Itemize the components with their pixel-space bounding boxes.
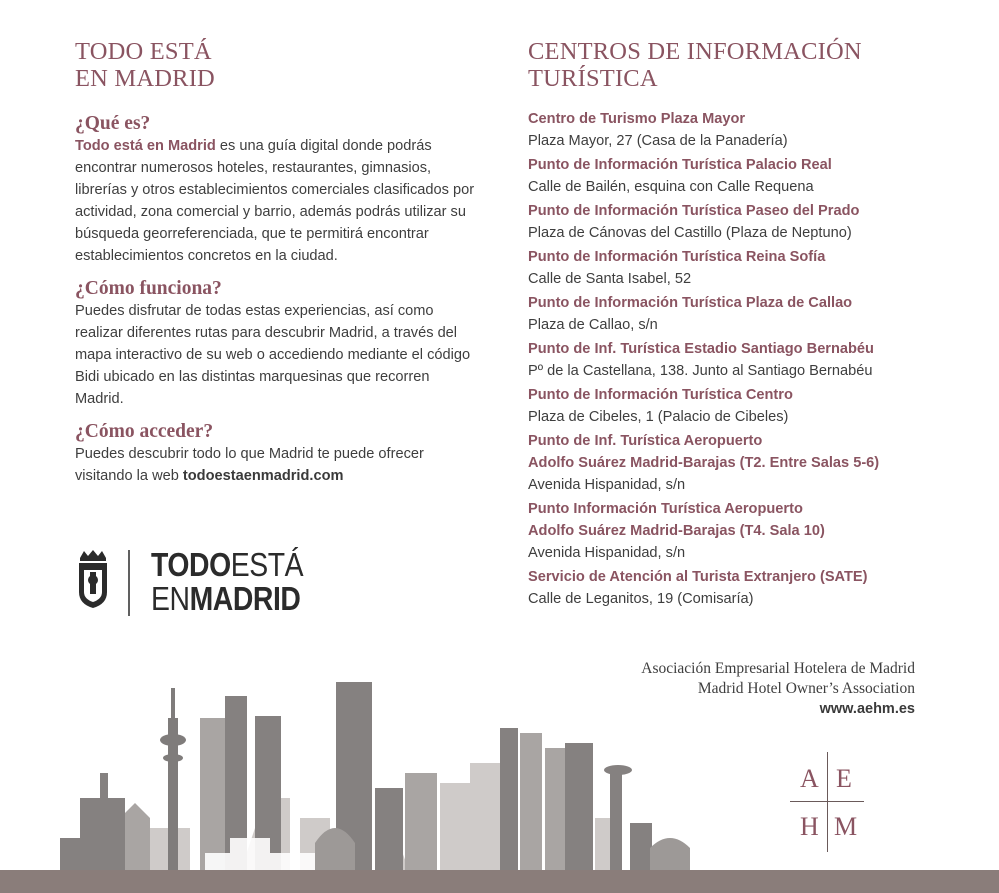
access-text: Puedes descubrir todo lo que Madrid te puede ofrecer visitando la web: [75, 446, 424, 484]
center-name: Punto de Información Turística Plaza de Callao: [528, 295, 853, 311]
how-heading: ¿Cómo funciona?: [75, 278, 222, 299]
center-name: Punto de Inf. Turística Estadio Santiago Bernabéu: [528, 341, 874, 357]
logo-esta: ESTÁ: [230, 546, 304, 583]
center-name: Punto de Información Turística Palacio Real: [528, 157, 832, 173]
association-website[interactable]: www.aehm.es: [819, 701, 915, 717]
center-name: Servicio de Atención al Turista Extranjero (SATE): [528, 569, 868, 585]
center-item: [528, 292, 988, 336]
center-item: [528, 108, 988, 152]
logo-divider-vertical: [827, 752, 828, 852]
center-address: Avenida Hispanidad, s/n: [528, 477, 686, 493]
what-text: es una guía digital donde podrás encontrar numerosos hoteles, restaurantes, gimnasios, librerías y otros establecimientos comerciales clasificados por actividad, zona comercial y barrio, además podrás utilizar su búsqueda georreferenciada, que te permitirá encontrar establecimientos concretos en la ciudad.: [75, 138, 475, 264]
left-column: [75, 38, 475, 487]
center-name: Centro de Turismo Plaza Mayor: [528, 111, 746, 127]
association-name-en: Madrid Hotel Owner’s Association: [697, 680, 915, 697]
access-paragraph: [75, 443, 475, 487]
center-name: Punto de Inf. Turística Aeropuerto: [528, 433, 763, 449]
center-name: Punto Información Turística Aeropuerto: [528, 501, 803, 517]
bottom-bar: [0, 870, 999, 893]
left-title-line1: TODO ESTÁ: [75, 38, 212, 65]
logo-madrid: MADRID: [189, 580, 301, 617]
centers-list: [528, 108, 988, 610]
right-title-line1: CENTROS DE INFORMACIÓN: [528, 38, 862, 65]
logo-letter-a: A: [800, 764, 819, 793]
center-item: [528, 384, 988, 428]
center-item: [528, 154, 988, 198]
center-name: Punto de Información Turística Reina Sofía: [528, 249, 826, 265]
right-column: [528, 38, 988, 612]
logo-todo: TODO: [151, 546, 231, 583]
logo-wordmark: [151, 548, 303, 616]
center-address: Avenida Hispanidad, s/n: [528, 545, 686, 561]
access-link[interactable]: todoestaenmadrid.com: [182, 468, 344, 484]
association-name-es: Asociación Empresarial Hotelera de Madrid: [641, 660, 915, 677]
what-paragraph: [75, 135, 475, 267]
todo-esta-logo: [75, 548, 315, 618]
center-name: Punto de Información Turística Paseo del Prado: [528, 203, 860, 219]
center-address: Plaza de Cibeles, 1 (Palacio de Cibeles): [528, 409, 789, 425]
what-heading: ¿Qué es?: [75, 113, 151, 134]
right-title-line2: TURÍSTICA: [528, 65, 658, 92]
center-address: Plaza de Callao, s/n: [528, 317, 658, 333]
center-item: [528, 246, 988, 290]
center-address: Plaza Mayor, 27 (Casa de la Panadería): [528, 133, 788, 149]
center-address: Calle de Bailén, esquina con Calle Requena: [528, 179, 814, 195]
what-bold: Todo está en Madrid: [75, 138, 216, 154]
access-heading: ¿Cómo acceder?: [75, 421, 214, 442]
center-item: [528, 566, 988, 610]
logo-letter-e: E: [836, 764, 852, 793]
left-title-line2: EN MADRID: [75, 65, 215, 92]
logo-divider-horizontal: [790, 801, 864, 802]
center-item: [528, 498, 988, 564]
logo-en: EN: [151, 580, 190, 617]
center-address: Plaza de Cánovas del Castillo (Plaza de Neptuno): [528, 225, 852, 241]
center-item: [528, 338, 988, 382]
association-block: [641, 659, 915, 719]
logo-letter-m: M: [834, 812, 858, 841]
center-address: Pº de la Castellana, 138. Junto al Santiago Bernabéu: [528, 363, 873, 379]
left-title: [75, 38, 475, 92]
how-paragraph: Puedes disfrutar de todas estas experiencias, así como realizar diferentes rutas para descubrir Madrid, a través del mapa interactivo de su web o accediendo mediante el código Bidi ubicado en las distintas marquesinas que recorren Madrid.: [75, 303, 471, 407]
center-item: [528, 200, 988, 244]
center-name-line2: Adolfo Suárez Madrid-Barajas (T4. Sala 10): [528, 523, 825, 539]
center-address: Calle de Leganitos, 19 (Comisaría): [528, 591, 754, 607]
center-name: Punto de Información Turística Centro: [528, 387, 793, 403]
aehm-logo: [790, 752, 864, 852]
center-name-line2: Adolfo Suárez Madrid-Barajas (T2. Entre Salas 5-6): [528, 455, 880, 471]
center-item: [528, 430, 988, 496]
logo-letter-h: H: [800, 812, 819, 841]
center-address: Calle de Santa Isabel, 52: [528, 271, 692, 287]
right-title: [528, 38, 988, 92]
